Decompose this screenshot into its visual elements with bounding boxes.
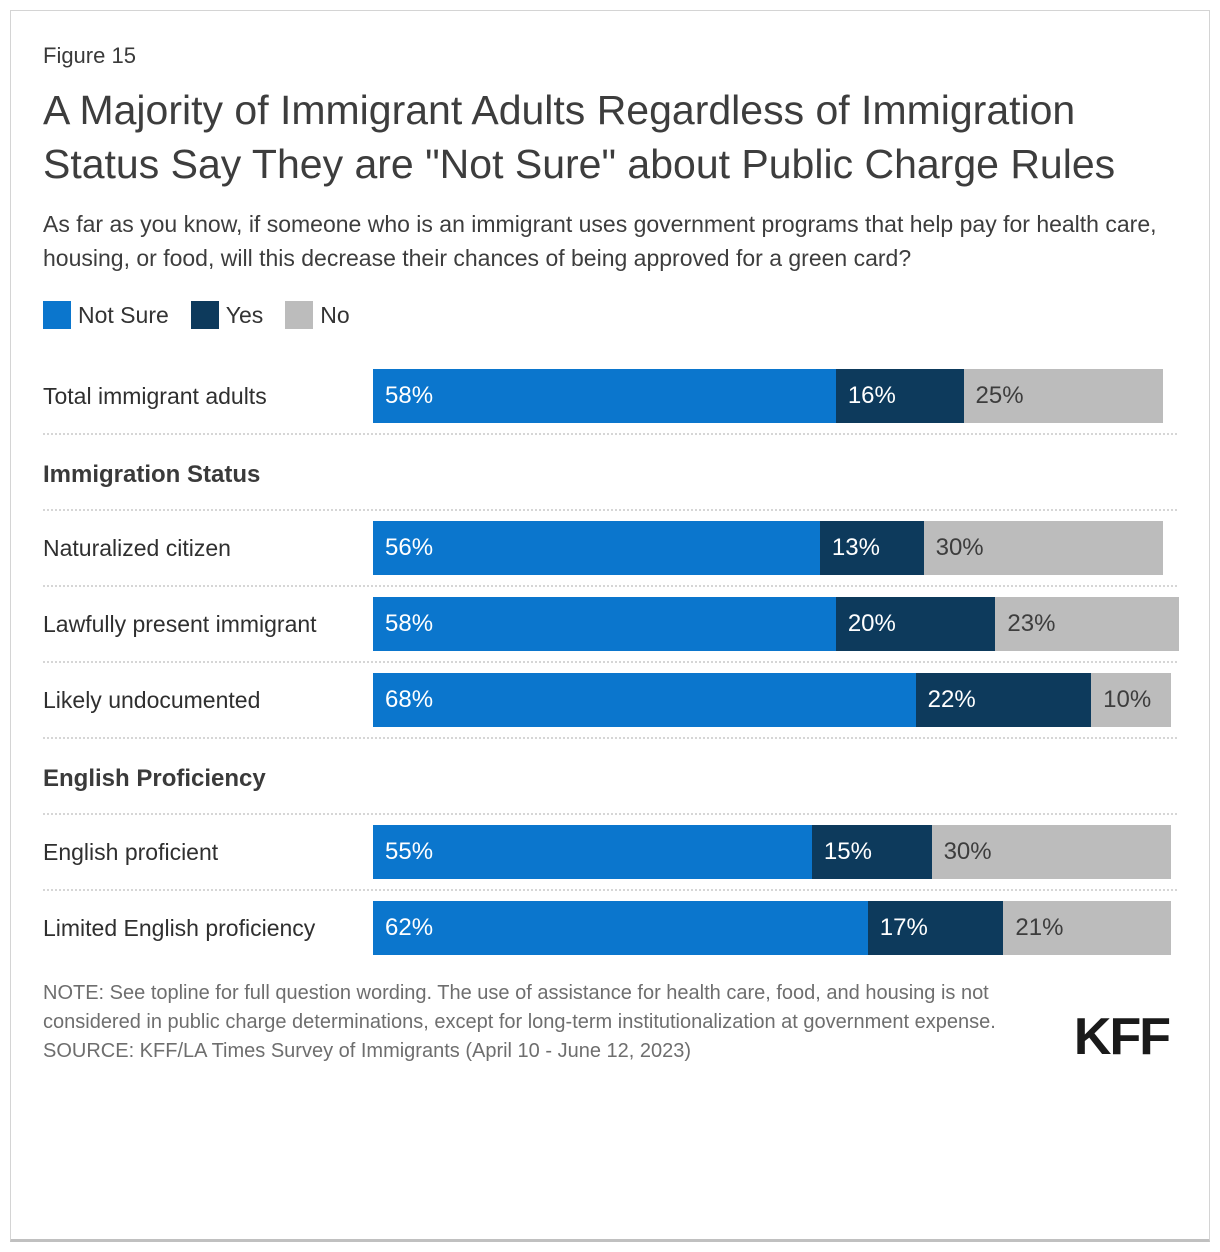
row-separator [43, 889, 1177, 891]
legend-item-not-sure [43, 301, 169, 329]
bar-value-label: 21% [1015, 914, 1064, 941]
bar-segment-no [924, 521, 1163, 575]
legend-label: Yes [225, 301, 264, 328]
bar-track [373, 521, 1171, 575]
bar-value-label: 15% [823, 838, 872, 865]
bar-segment-no [964, 369, 1164, 423]
bar-segment-no [995, 597, 1179, 651]
footer [43, 979, 1177, 1066]
legend-label: Not Sure [78, 301, 169, 328]
bar-value-label: 56% [385, 534, 434, 561]
bar-track [373, 825, 1171, 879]
chart-row-lawfully-present-immigrant [43, 597, 1177, 651]
legend-swatch-yes [191, 301, 219, 329]
bar-segment-yes [836, 597, 996, 651]
row-separator [43, 661, 1177, 663]
source-text: SOURCE: KFF/LA Times Survey of Immigrants (April 10 - June 12, 2023) [43, 1040, 692, 1062]
bar-segment-not-sure [373, 825, 812, 879]
bar-value-label: 13% [831, 534, 880, 561]
figure-card [10, 10, 1210, 1242]
row-label: Total immigrant adults [43, 382, 267, 409]
bar-segment-no [1003, 901, 1171, 955]
bar-segment-no [932, 825, 1171, 879]
bar-segment-not-sure [373, 597, 836, 651]
bar-value-label: 55% [385, 838, 434, 865]
chart-row-limited-english-proficiency [43, 901, 1177, 955]
bar-value-label: 68% [385, 686, 434, 713]
bar-value-label: 17% [879, 914, 928, 941]
bar-value-label: 30% [935, 534, 984, 561]
bar-segment-no [1091, 673, 1171, 727]
bar-segment-yes [820, 521, 924, 575]
bar-track [373, 369, 1171, 423]
legend-item-no [285, 301, 349, 329]
bar-segment-not-sure [373, 901, 868, 955]
legend-item-yes [191, 301, 264, 329]
row-separator [43, 509, 1177, 511]
figure-label: Figure 15 [43, 43, 136, 68]
bar-track [373, 901, 1171, 955]
row-label: English proficient [43, 838, 219, 865]
bar-segment-not-sure [373, 521, 820, 575]
bar-value-label: 25% [975, 382, 1024, 409]
kff-logo: KFF [1073, 1008, 1169, 1066]
bar-value-label: 10% [1103, 686, 1152, 713]
bar-segment-yes [868, 901, 1004, 955]
bar-value-label: 62% [385, 914, 434, 941]
row-label: Naturalized citizen [43, 534, 231, 561]
bar-segment-not-sure [373, 673, 916, 727]
bar-segment-yes [836, 369, 964, 423]
row-label: Limited English proficiency [43, 914, 316, 941]
bar-value-label: 30% [943, 838, 992, 865]
section-header-immigration-status: Immigration Status [43, 461, 261, 488]
legend-label: No [320, 301, 350, 328]
chart-row-english-proficient [43, 825, 1177, 879]
bar-track [373, 673, 1171, 727]
row-separator [43, 813, 1177, 815]
bar-segment-yes [916, 673, 1092, 727]
bar-segment-not-sure [373, 369, 836, 423]
row-separator [43, 585, 1177, 587]
bar-value-label: 22% [927, 686, 976, 713]
note-text: NOTE: See topline for full question wording. The use of assistance for health care, food, and housing is not considered in public charge determinations, except for long-term institutionalization at government expense. [43, 982, 996, 1033]
bar-value-label: 58% [385, 382, 434, 409]
legend-swatch-not-sure [43, 301, 71, 329]
legend [43, 301, 1177, 329]
chart-row-likely-undocumented [43, 673, 1177, 727]
section-header-english-proficiency: English Proficiency [43, 765, 266, 792]
bar-value-label: 16% [847, 382, 896, 409]
bar-segment-yes [812, 825, 932, 879]
legend-swatch-no [285, 301, 313, 329]
figure-title: A Majority of Immigrant Adults Regardless of Immigration Status Say They are "Not Sure" about Public Charge Rules [43, 87, 1116, 187]
row-separator [43, 433, 1177, 435]
chart [43, 369, 1177, 955]
bar-value-label: 20% [847, 610, 896, 637]
bar-value-label: 23% [1007, 610, 1056, 637]
row-label: Likely undocumented [43, 686, 261, 713]
chart-row-naturalized-citizen [43, 521, 1177, 575]
figure-subtitle: As far as you know, if someone who is an immigrant uses government programs that help pay for health care, housing, or food, will this decrease their chances of being approved for a green card? [43, 211, 1157, 271]
chart-row-total-immigrant-adults [43, 369, 1177, 423]
row-separator [43, 737, 1177, 739]
bar-value-label: 58% [385, 610, 434, 637]
bar-track [373, 597, 1171, 651]
row-label: Lawfully present immigrant [43, 610, 317, 637]
